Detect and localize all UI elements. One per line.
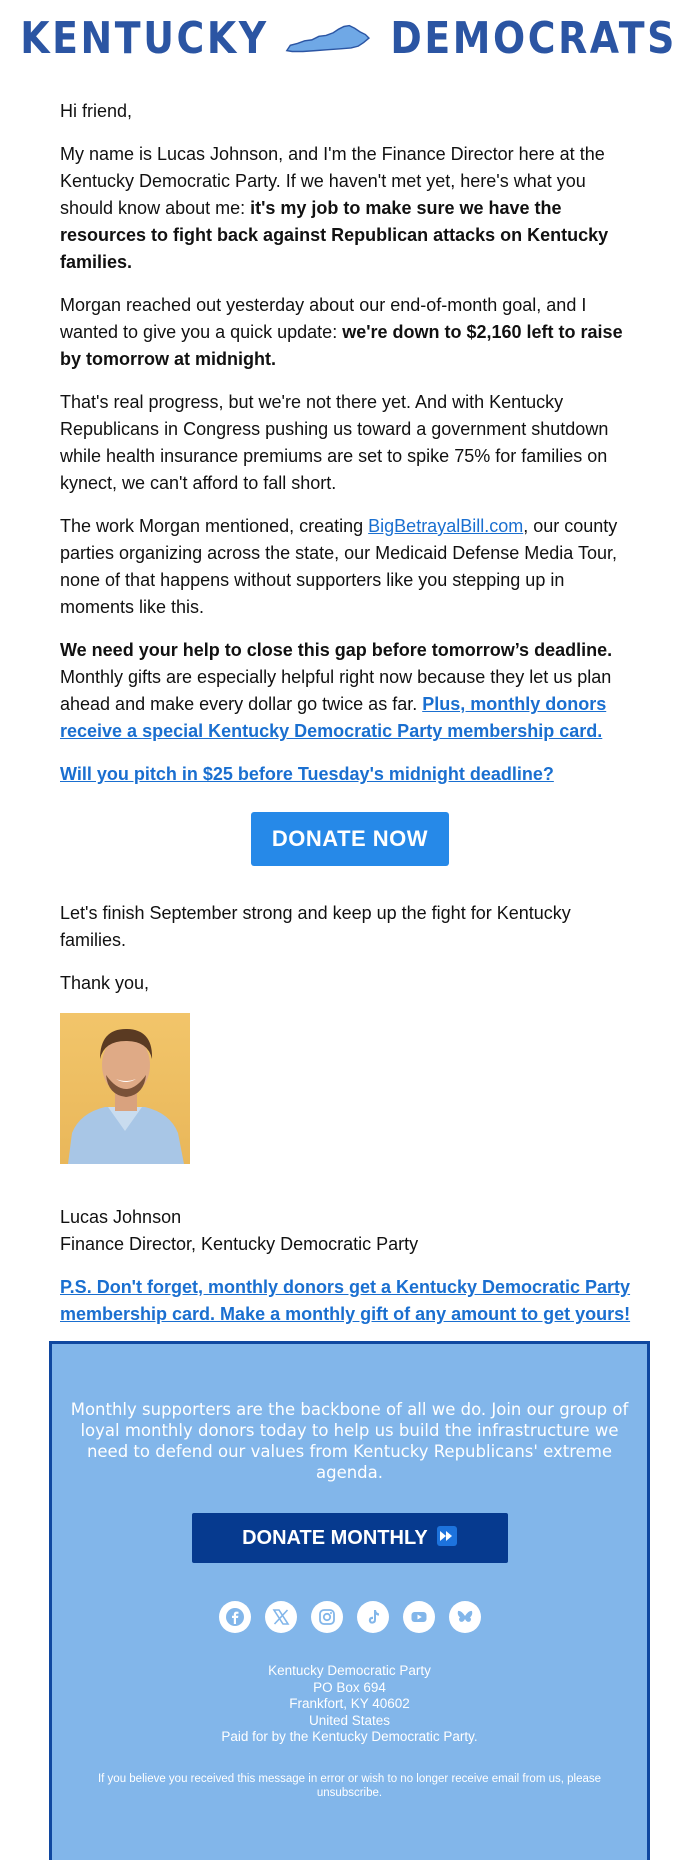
donate-button-row (60, 812, 640, 866)
footer-panel (49, 1341, 650, 1860)
membership-card-link[interactable]: Plus, monthly donors receive a special Kentucky Democratic Party membership card. (60, 694, 607, 741)
signature-block (60, 1204, 640, 1328)
signer-photo (60, 1013, 190, 1164)
ps-monthly-gift-link[interactable]: P.S. Don't forget, monthly donors get a Kentucky Democratic Party membership card. Make a monthly gift of any amount to get yours! (60, 1277, 631, 1324)
work-text-end: , our county parties organizing across the state, our Medicaid Defense Media Tour, none of that happens without supporters like you stepping up in moments like this. (60, 516, 618, 617)
paragraph-update (60, 292, 640, 373)
paragraph-progress: That's real progress, but we're not there yet. And with Kentucky Republicans in Congress pushing us toward a government shutdown while health insurance premiums are set to spike 75% for families on kynect, we can't afford to fall short. (60, 392, 609, 493)
postscript (60, 1274, 640, 1328)
help-bold-text: We need your help to close this gap before tomorrow’s deadline. (60, 640, 613, 660)
email-body (0, 98, 700, 1328)
address-line: PO Box 694 (313, 1679, 386, 1695)
logo-word-left: KENTUCKY (20, 13, 269, 64)
donate-monthly-label: DONATE MONTHLY (242, 1527, 428, 1549)
bluesky-icon[interactable] (449, 1601, 481, 1633)
social-links (52, 1601, 647, 1633)
update-bold-text: we're down to $2,160 left to raise by tomorrow at midnight. (60, 322, 623, 369)
pitch-in-link[interactable]: Will you pitch in $25 before Tuesday's midnight deadline? (60, 764, 554, 784)
bigbetrayalbill-link[interactable]: BigBetrayalBill.com (368, 516, 524, 536)
signer-title: Finance Director, Kentucky Democratic Party (60, 1234, 419, 1254)
footer-message: Monthly supporters are the backbone of all we do. Join our group of loyal monthly donors today to help us build the infrastructure we need to defend our values from Kentucky Republicans' extreme agenda. (70, 1400, 629, 1482)
x-icon[interactable] (265, 1601, 297, 1633)
mailing-address (52, 1663, 647, 1746)
paid-for-by: Paid for by the Kentucky Democratic Party. (221, 1729, 478, 1744)
kentucky-state-icon (285, 22, 371, 56)
paragraph-help (60, 637, 640, 745)
donate-now-button[interactable]: DONATE NOW (251, 812, 449, 866)
help-text: Monthly gifts are especially helpful right now because they let us plan ahead and make every dollar go twice as far. (60, 667, 612, 714)
signer-name: Lucas Johnson (60, 1207, 182, 1227)
logo-word-right: DEMOCRATS (390, 13, 677, 64)
paragraph-work (60, 513, 640, 621)
paragraph-intro (60, 141, 640, 276)
address-line: Frankfort, KY 40602 (289, 1696, 410, 1711)
closing: Thank you, (60, 973, 150, 993)
instagram-icon[interactable] (311, 1601, 343, 1633)
paragraph-ask (60, 761, 640, 788)
address-line: United States (308, 1712, 391, 1728)
unsubscribe-disclaimer[interactable]: If you believe you received this message in error or wish to no longer receive email from us, please unsubscribe. (97, 1772, 602, 1799)
fast-forward-icon (437, 1526, 457, 1546)
donate-monthly-button[interactable] (192, 1513, 508, 1563)
work-text-start: The work Morgan mentioned, creating (60, 516, 369, 536)
kentucky-democrats-logo[interactable] (0, 0, 700, 78)
address-line: Kentucky Democratic Party (268, 1663, 431, 1678)
facebook-icon[interactable] (219, 1601, 251, 1633)
tiktok-icon[interactable] (357, 1601, 389, 1633)
paragraph-finish: Let's finish September strong and keep up the fight for Kentucky families. (60, 903, 571, 950)
intro-text: My name is Lucas Johnson, and I'm the Finance Director here at the Kentucky Democratic Party. If we haven't met yet, here's what you should know about me: (60, 144, 605, 218)
update-text: Morgan reached out yesterday about our end-of-month goal, and I wanted to give you a quick update: (60, 295, 587, 342)
greeting: Hi friend, (60, 101, 133, 121)
youtube-icon[interactable] (403, 1601, 435, 1633)
intro-bold-text: it's my job to make sure we have the resources to fight back against Republican attacks on Kentucky families. (60, 198, 609, 272)
